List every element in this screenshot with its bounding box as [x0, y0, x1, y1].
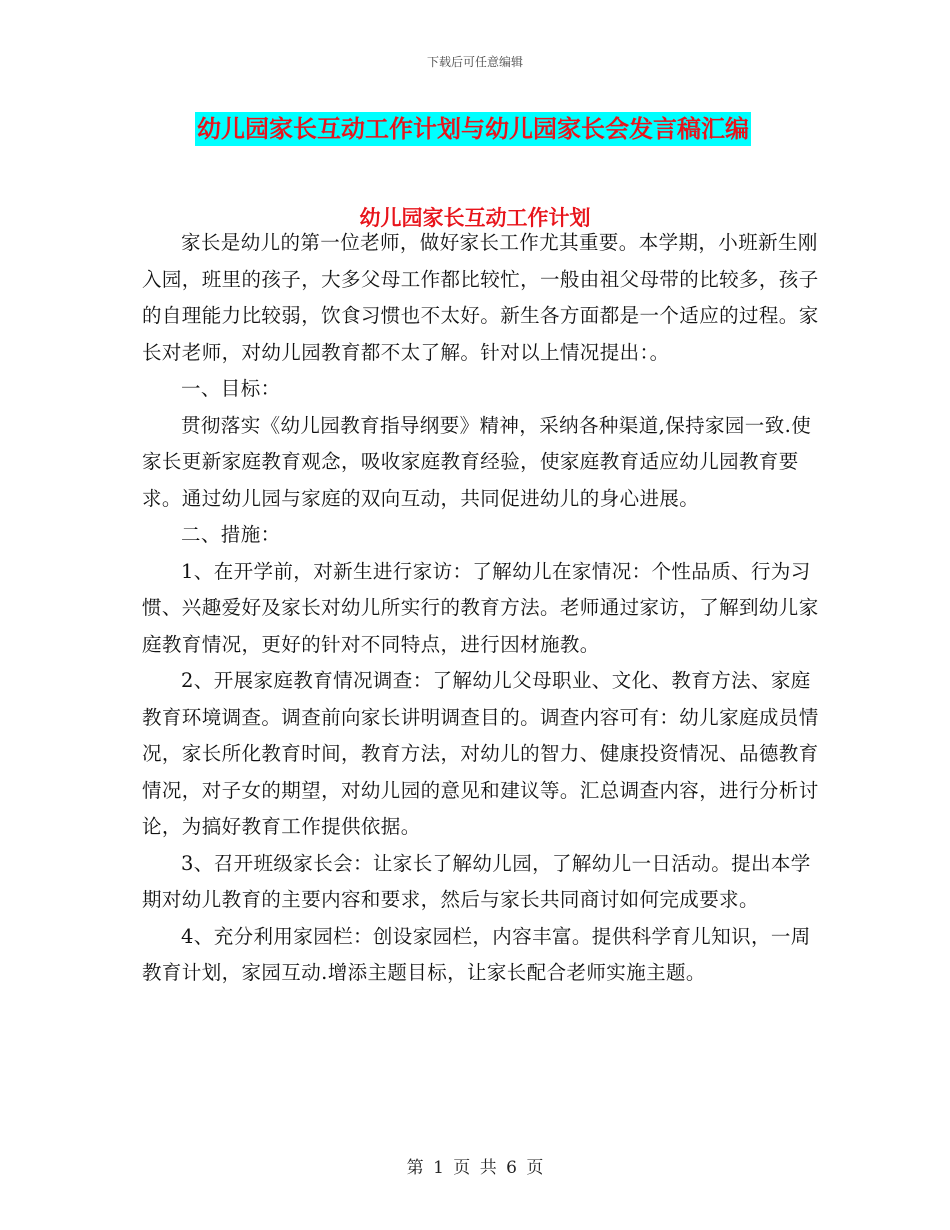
heading-goals: 一、目标： [181, 377, 281, 400]
paragraph-measure-2: 2、开展家庭教育情况调查：了解幼儿父母职业、文化、教育方法、家庭教育环境调查。调查前向家长讲明调查目的。调查内容可有：幼儿家庭成员情况，家长所化教育时间，教育方法，对幼儿的智力、健康投资情况、品德教育情况，对子女的期望，对幼儿园的意见和建议等。汇总调查内容，进行分析讨论，为搞好教育工作提供依据。 [142, 669, 819, 838]
document-title: 幼儿园家长互动工作计划与幼儿园家长会发言稿汇编 [195, 112, 751, 146]
section-title: 幼儿园家长互动工作计划 [359, 206, 591, 230]
heading-measures: 二、措施： [181, 523, 281, 546]
paragraph-measure-1: 1、在开学前，对新生进行家访：了解幼儿在家情况：个性品质、行为习惯、兴趣爱好及家长对幼儿所实行的教育方法。老师通过家访，了解到幼儿家庭教育情况，更好的针对不同特点，进行因材施教。 [142, 559, 819, 656]
header-note: 下载后可任意编辑 [426, 55, 523, 69]
paragraph-intro: 家长是幼儿的第一位老师，做好家长工作尤其重要。本学期，小班新生刚入园，班里的孩子，大多父母工作都比较忙，一般由祖父母带的比较多，孩子的自理能力比较弱，饮食习惯也不太好。新生各方面都是一个适应的过程。家长对老师，对幼儿园教育都不太了解。针对以上情况提出：。 [142, 231, 819, 364]
page-number-footer: 第 1 页 共 6 页 [406, 1158, 544, 1178]
document-body [142, 225, 822, 992]
paragraph-measure-4: 4、充分利用家园栏：创设家园栏，内容丰富。提供科学育儿知识，一周教育计划，家园互动.增添主题目标，让家长配合老师实施主题。 [142, 924, 811, 984]
paragraph-measure-3: 3、召开班级家长会：让家长了解幼儿园，了解幼儿一日活动。提出本学期对幼儿教育的主要内容和要求，然后与家长共同商讨如何完成要求。 [142, 851, 811, 911]
paragraph-goals: 贯彻落实《幼儿园教育指导纲要》精神，采纳各种渠道,保持家园一致.使家长更新家庭教育观念，吸收家庭教育经验，使家庭教育适应幼儿园教育要求。通过幼儿园与家庭的双向互动，共同促进幼儿的身心进展。 [142, 413, 812, 510]
